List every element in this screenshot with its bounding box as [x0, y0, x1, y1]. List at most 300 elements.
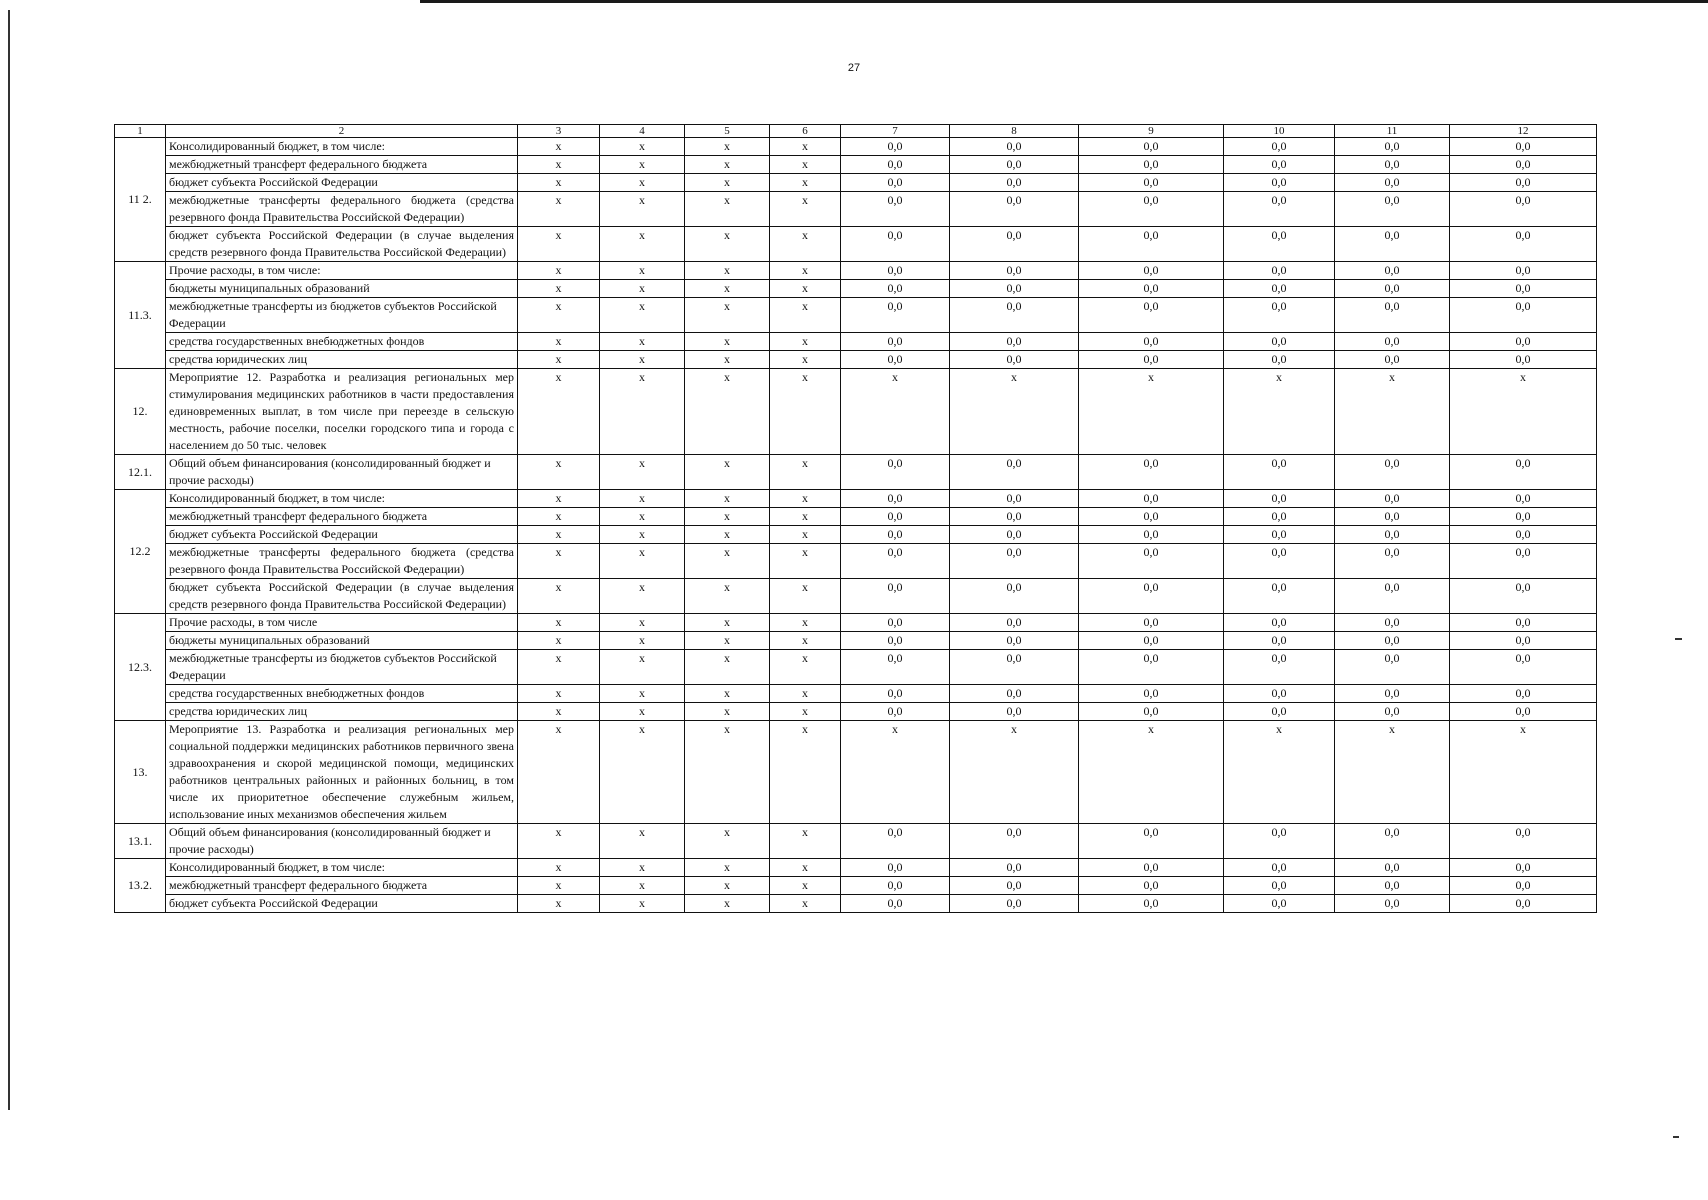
value-cell: 0,0 [1335, 262, 1450, 280]
mark-cell: x [518, 138, 600, 156]
mark-cell: x [600, 138, 685, 156]
value-cell: 0,0 [1335, 192, 1450, 227]
row-number: 13. [115, 721, 166, 824]
table-row [115, 877, 1597, 895]
table-row [115, 895, 1597, 913]
mark-cell: x [518, 490, 600, 508]
table-row [115, 632, 1597, 650]
mark-cell: x [600, 280, 685, 298]
row-description: средства юридических лиц [166, 351, 518, 369]
mark-cell: x [518, 174, 600, 192]
value-cell: 0,0 [950, 351, 1079, 369]
value-cell: 0,0 [1335, 526, 1450, 544]
mark-cell: x [770, 824, 841, 859]
mark-cell: x [770, 455, 841, 490]
value-cell: 0,0 [1224, 156, 1335, 174]
row-description: бюджет субъекта Российской Федерации [166, 895, 518, 913]
row-description: Мероприятие 12. Разработка и реализация региональных мер стимулирования медицинских работников в части предоставления единовременных выплат, в том числе при переезде в сельскую местность, рабочие поселки, поселки городского типа и города с населением до 50 тыс. человек [166, 369, 518, 455]
row-description: Консолидированный бюджет, в том числе: [166, 859, 518, 877]
value-cell: 0,0 [1450, 298, 1597, 333]
value-cell: 0,0 [1335, 174, 1450, 192]
mark-cell: x [518, 262, 600, 280]
value-cell: 0,0 [950, 298, 1079, 333]
row-description: Консолидированный бюджет, в том числе: [166, 490, 518, 508]
column-number: 8 [950, 125, 1079, 138]
value-cell: 0,0 [841, 544, 950, 579]
value-cell: 0,0 [1335, 650, 1450, 685]
value-cell: 0,0 [841, 526, 950, 544]
value-cell: x [1450, 369, 1597, 455]
value-cell: x [841, 721, 950, 824]
mark-cell: x [685, 650, 770, 685]
value-cell: 0,0 [1450, 685, 1597, 703]
mark-cell: x [518, 859, 600, 877]
margin-dash-lower [1673, 1136, 1679, 1138]
value-cell: 0,0 [1335, 614, 1450, 632]
table-row [115, 859, 1597, 877]
mark-cell: x [518, 508, 600, 526]
value-cell: x [1224, 721, 1335, 824]
row-description: Консолидированный бюджет, в том числе: [166, 138, 518, 156]
value-cell: 0,0 [1079, 508, 1224, 526]
value-cell: 0,0 [1224, 632, 1335, 650]
value-cell: 0,0 [1079, 877, 1224, 895]
value-cell: x [841, 369, 950, 455]
value-cell: 0,0 [1224, 579, 1335, 614]
column-number: 11 [1335, 125, 1450, 138]
value-cell: 0,0 [1079, 455, 1224, 490]
table-row [115, 685, 1597, 703]
mark-cell: x [770, 579, 841, 614]
row-description: межбюджетный трансферт федерального бюджета [166, 508, 518, 526]
value-cell: 0,0 [1450, 156, 1597, 174]
value-cell: 0,0 [1450, 192, 1597, 227]
mark-cell: x [685, 877, 770, 895]
mark-cell: x [600, 685, 685, 703]
mark-cell: x [685, 614, 770, 632]
value-cell: 0,0 [1335, 632, 1450, 650]
value-cell: 0,0 [1224, 280, 1335, 298]
mark-cell: x [770, 174, 841, 192]
value-cell: 0,0 [1079, 138, 1224, 156]
column-number: 2 [166, 125, 518, 138]
table-row [115, 156, 1597, 174]
mark-cell: x [600, 508, 685, 526]
value-cell: x [1335, 369, 1450, 455]
value-cell: 0,0 [950, 632, 1079, 650]
mark-cell: x [518, 351, 600, 369]
mark-cell: x [518, 298, 600, 333]
value-cell: 0,0 [1079, 227, 1224, 262]
value-cell: 0,0 [1335, 490, 1450, 508]
table-row [115, 721, 1597, 824]
value-cell: 0,0 [1079, 544, 1224, 579]
row-description: Общий объем финансирования (консолидированный бюджет и прочие расходы) [166, 455, 518, 490]
value-cell: 0,0 [1450, 703, 1597, 721]
value-cell: 0,0 [950, 526, 1079, 544]
value-cell: 0,0 [1450, 859, 1597, 877]
mark-cell: x [518, 333, 600, 351]
value-cell: 0,0 [1224, 877, 1335, 895]
value-cell: 0,0 [1335, 227, 1450, 262]
table-row [115, 526, 1597, 544]
mark-cell: x [685, 298, 770, 333]
value-cell: 0,0 [1079, 174, 1224, 192]
value-cell: 0,0 [1224, 138, 1335, 156]
mark-cell: x [770, 859, 841, 877]
value-cell: 0,0 [1224, 685, 1335, 703]
value-cell: x [1079, 721, 1224, 824]
value-cell: 0,0 [1079, 579, 1224, 614]
value-cell: x [1335, 721, 1450, 824]
value-cell: 0,0 [841, 262, 950, 280]
value-cell: 0,0 [1224, 650, 1335, 685]
value-cell: 0,0 [1450, 526, 1597, 544]
value-cell: 0,0 [950, 824, 1079, 859]
value-cell: 0,0 [1450, 824, 1597, 859]
row-number: 12.3. [115, 614, 166, 721]
column-number-row [115, 125, 1597, 138]
value-cell: 0,0 [1335, 156, 1450, 174]
mark-cell: x [770, 156, 841, 174]
value-cell: 0,0 [1450, 632, 1597, 650]
value-cell: 0,0 [841, 703, 950, 721]
mark-cell: x [770, 227, 841, 262]
mark-cell: x [685, 280, 770, 298]
row-description: бюджет субъекта Российской Федерации [166, 526, 518, 544]
value-cell: 0,0 [950, 333, 1079, 351]
page-number: 27 [847, 62, 861, 74]
value-cell: 0,0 [1079, 262, 1224, 280]
value-cell: 0,0 [1224, 227, 1335, 262]
value-cell: 0,0 [1079, 156, 1224, 174]
value-cell: 0,0 [950, 138, 1079, 156]
mark-cell: x [600, 824, 685, 859]
column-number: 4 [600, 125, 685, 138]
value-cell: 0,0 [841, 579, 950, 614]
value-cell: 0,0 [1450, 877, 1597, 895]
value-cell: 0,0 [1450, 351, 1597, 369]
mark-cell: x [770, 877, 841, 895]
value-cell: 0,0 [1079, 490, 1224, 508]
value-cell: 0,0 [1224, 351, 1335, 369]
value-cell: 0,0 [950, 859, 1079, 877]
value-cell: 0,0 [1079, 351, 1224, 369]
value-cell: 0,0 [1335, 138, 1450, 156]
value-cell: 0,0 [1224, 192, 1335, 227]
value-cell: 0,0 [950, 508, 1079, 526]
mark-cell: x [770, 703, 841, 721]
value-cell: 0,0 [841, 156, 950, 174]
value-cell: 0,0 [841, 824, 950, 859]
mark-cell: x [770, 526, 841, 544]
margin-dash-upper [1675, 638, 1682, 640]
value-cell: 0,0 [1335, 280, 1450, 298]
row-description: Прочие расходы, в том числе [166, 614, 518, 632]
mark-cell: x [685, 369, 770, 455]
mark-cell: x [518, 824, 600, 859]
column-number: 12 [1450, 125, 1597, 138]
value-cell: 0,0 [950, 490, 1079, 508]
mark-cell: x [685, 333, 770, 351]
value-cell: 0,0 [1335, 351, 1450, 369]
table-row [115, 490, 1597, 508]
mark-cell: x [685, 262, 770, 280]
mark-cell: x [600, 544, 685, 579]
value-cell: 0,0 [1079, 685, 1224, 703]
mark-cell: x [518, 685, 600, 703]
row-number: 12.2 [115, 490, 166, 614]
value-cell: 0,0 [1224, 824, 1335, 859]
value-cell: 0,0 [841, 614, 950, 632]
value-cell: 0,0 [1450, 508, 1597, 526]
value-cell: 0,0 [841, 227, 950, 262]
value-cell: 0,0 [1450, 174, 1597, 192]
row-description: Мероприятие 13. Разработка и реализация региональных мер социальной поддержки медицинских работников первичного звена здравоохранения и скорой медицинской помощи, медицинских работников центральных районных и районных больниц, в том числе их приоритетное обеспечение служебным жильем, использование иных механизмов обеспечения жильем [166, 721, 518, 824]
value-cell: 0,0 [841, 877, 950, 895]
row-description: бюджеты муниципальных образований [166, 280, 518, 298]
mark-cell: x [770, 685, 841, 703]
mark-cell: x [600, 721, 685, 824]
value-cell: 0,0 [1450, 490, 1597, 508]
value-cell: 0,0 [1224, 333, 1335, 351]
row-description: средства юридических лиц [166, 703, 518, 721]
value-cell: 0,0 [1450, 544, 1597, 579]
value-cell: 0,0 [841, 508, 950, 526]
value-cell: 0,0 [1450, 333, 1597, 351]
mark-cell: x [518, 544, 600, 579]
value-cell: 0,0 [841, 333, 950, 351]
row-number: 11.3. [115, 262, 166, 369]
row-number: 13.1. [115, 824, 166, 859]
mark-cell: x [685, 508, 770, 526]
mark-cell: x [600, 192, 685, 227]
row-description: межбюджетный трансферт федерального бюджета [166, 156, 518, 174]
row-description: средства государственных внебюджетных фондов [166, 685, 518, 703]
mark-cell: x [600, 526, 685, 544]
mark-cell: x [600, 703, 685, 721]
value-cell: 0,0 [841, 895, 950, 913]
mark-cell: x [600, 859, 685, 877]
row-description: межбюджетный трансферт федерального бюджета [166, 877, 518, 895]
mark-cell: x [600, 227, 685, 262]
mark-cell: x [600, 650, 685, 685]
mark-cell: x [518, 455, 600, 490]
mark-cell: x [770, 138, 841, 156]
value-cell: 0,0 [1335, 877, 1450, 895]
table-row [115, 579, 1597, 614]
mark-cell: x [685, 579, 770, 614]
mark-cell: x [685, 526, 770, 544]
value-cell: 0,0 [950, 192, 1079, 227]
mark-cell: x [770, 298, 841, 333]
table-row [115, 369, 1597, 455]
value-cell: 0,0 [1450, 280, 1597, 298]
value-cell: 0,0 [950, 280, 1079, 298]
value-cell: 0,0 [1079, 895, 1224, 913]
mark-cell: x [685, 156, 770, 174]
value-cell: 0,0 [1079, 824, 1224, 859]
mark-cell: x [518, 526, 600, 544]
value-cell: 0,0 [1079, 333, 1224, 351]
mark-cell: x [770, 544, 841, 579]
table-row [115, 508, 1597, 526]
value-cell: 0,0 [950, 579, 1079, 614]
scan-edge-line [8, 10, 10, 1110]
mark-cell: x [518, 280, 600, 298]
value-cell: 0,0 [841, 192, 950, 227]
value-cell: 0,0 [1224, 895, 1335, 913]
value-cell: x [1079, 369, 1224, 455]
mark-cell: x [600, 490, 685, 508]
value-cell: 0,0 [1335, 895, 1450, 913]
table-row [115, 703, 1597, 721]
column-number: 10 [1224, 125, 1335, 138]
mark-cell: x [770, 333, 841, 351]
value-cell: 0,0 [950, 227, 1079, 262]
value-cell: 0,0 [841, 632, 950, 650]
mark-cell: x [685, 721, 770, 824]
mark-cell: x [600, 632, 685, 650]
mark-cell: x [770, 490, 841, 508]
mark-cell: x [685, 174, 770, 192]
table-row [115, 455, 1597, 490]
mark-cell: x [770, 351, 841, 369]
row-description: межбюджетные трансферты федерального бюджета (средства резервного фонда Правительства Российской Федерации) [166, 544, 518, 579]
value-cell: 0,0 [950, 703, 1079, 721]
mark-cell: x [600, 333, 685, 351]
mark-cell: x [770, 614, 841, 632]
value-cell: 0,0 [950, 455, 1079, 490]
value-cell: 0,0 [841, 351, 950, 369]
value-cell: 0,0 [841, 685, 950, 703]
mark-cell: x [518, 895, 600, 913]
mark-cell: x [600, 579, 685, 614]
mark-cell: x [770, 721, 841, 824]
value-cell: 0,0 [1335, 703, 1450, 721]
value-cell: 0,0 [1224, 703, 1335, 721]
mark-cell: x [685, 824, 770, 859]
table-row [115, 614, 1597, 632]
table-row [115, 138, 1597, 156]
value-cell: 0,0 [1079, 859, 1224, 877]
mark-cell: x [600, 156, 685, 174]
mark-cell: x [685, 544, 770, 579]
mark-cell: x [600, 895, 685, 913]
row-description: межбюджетные трансферты из бюджетов субъектов Российской Федерации [166, 650, 518, 685]
table-row [115, 650, 1597, 685]
value-cell: 0,0 [1224, 455, 1335, 490]
value-cell: 0,0 [1224, 859, 1335, 877]
column-number: 9 [1079, 125, 1224, 138]
mark-cell: x [685, 227, 770, 262]
value-cell: 0,0 [1450, 455, 1597, 490]
value-cell: 0,0 [1335, 824, 1450, 859]
value-cell: 0,0 [1335, 579, 1450, 614]
value-cell: 0,0 [950, 650, 1079, 685]
mark-cell: x [600, 614, 685, 632]
value-cell: 0,0 [1450, 895, 1597, 913]
mark-cell: x [770, 650, 841, 685]
row-description: бюджет субъекта Российской Федерации [166, 174, 518, 192]
value-cell: 0,0 [1224, 544, 1335, 579]
row-number: 12. [115, 369, 166, 455]
value-cell: 0,0 [1450, 579, 1597, 614]
value-cell: 0,0 [1450, 138, 1597, 156]
mark-cell: x [518, 369, 600, 455]
row-description: бюджеты муниципальных образований [166, 632, 518, 650]
value-cell: 0,0 [950, 614, 1079, 632]
financing-table [114, 124, 1597, 913]
value-cell: 0,0 [950, 544, 1079, 579]
mark-cell: x [685, 490, 770, 508]
value-cell: 0,0 [950, 262, 1079, 280]
row-description: межбюджетные трансферты федерального бюджета (средства резервного фонда Правительства Российской Федерации) [166, 192, 518, 227]
value-cell: 0,0 [1079, 703, 1224, 721]
mark-cell: x [518, 192, 600, 227]
mark-cell: x [685, 859, 770, 877]
value-cell: 0,0 [1335, 333, 1450, 351]
table-row [115, 333, 1597, 351]
value-cell: 0,0 [841, 650, 950, 685]
value-cell: 0,0 [1335, 859, 1450, 877]
row-number: 13.2. [115, 859, 166, 913]
mark-cell: x [600, 174, 685, 192]
table-row [115, 174, 1597, 192]
mark-cell: x [518, 650, 600, 685]
column-number: 3 [518, 125, 600, 138]
row-number: 12.1. [115, 455, 166, 490]
mark-cell: x [600, 351, 685, 369]
mark-cell: x [685, 685, 770, 703]
value-cell: x [950, 369, 1079, 455]
value-cell: 0,0 [841, 859, 950, 877]
row-number: 11 2. [115, 138, 166, 262]
mark-cell: x [685, 703, 770, 721]
value-cell: 0,0 [1335, 455, 1450, 490]
mark-cell: x [770, 895, 841, 913]
mark-cell: x [518, 227, 600, 262]
value-cell: 0,0 [1079, 192, 1224, 227]
column-number: 5 [685, 125, 770, 138]
mark-cell: x [770, 262, 841, 280]
table-row [115, 227, 1597, 262]
column-number: 6 [770, 125, 841, 138]
value-cell: x [1450, 721, 1597, 824]
mark-cell: x [518, 703, 600, 721]
table-row [115, 298, 1597, 333]
value-cell: 0,0 [841, 298, 950, 333]
mark-cell: x [518, 614, 600, 632]
table-row [115, 351, 1597, 369]
column-number: 1 [115, 125, 166, 138]
value-cell: 0,0 [841, 280, 950, 298]
mark-cell: x [685, 192, 770, 227]
value-cell: 0,0 [1335, 685, 1450, 703]
mark-cell: x [600, 877, 685, 895]
mark-cell: x [600, 455, 685, 490]
value-cell: 0,0 [1335, 298, 1450, 333]
table-row [115, 262, 1597, 280]
value-cell: 0,0 [1224, 614, 1335, 632]
value-cell: 0,0 [1079, 280, 1224, 298]
value-cell: 0,0 [841, 138, 950, 156]
value-cell: 0,0 [950, 156, 1079, 174]
value-cell: 0,0 [950, 895, 1079, 913]
mark-cell: x [685, 895, 770, 913]
row-description: бюджет субъекта Российской Федерации (в случае выделения средств резервного фонда Правительства Российской Федерации) [166, 227, 518, 262]
table-body [115, 125, 1597, 913]
